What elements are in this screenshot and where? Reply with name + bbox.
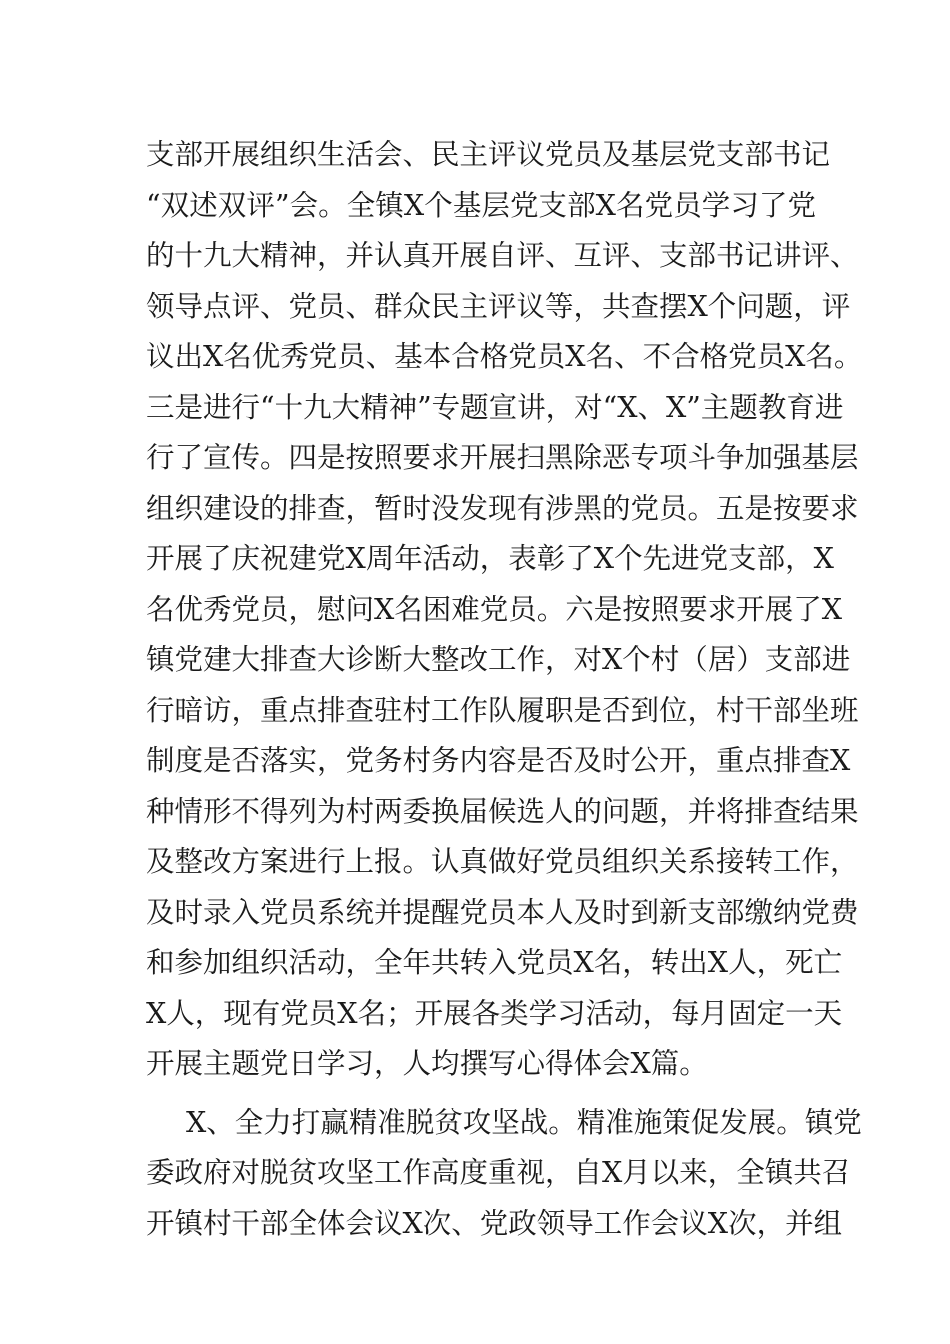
text-line: 议出X名优秀党员、基本合格党员X名、不合格党员X名。 — [146, 340, 863, 373]
text-line: 组织建设的排查，暂时没发现有涉黑的党员。五是按要求 — [146, 491, 859, 525]
text-line: X、全力打赢精准脱贫攻坚战。精准施策促发展。镇党 — [186, 1105, 862, 1139]
text-line: 种情形不得列为村两委换届候选人的问题，并将排查结果 — [146, 794, 859, 828]
text-line: “双述双评”会。全镇X个基层党支部X名党员学习了党 — [146, 188, 816, 222]
text-line: 制度是否落实，党务村务内容是否及时公开，重点排查X — [146, 744, 851, 777]
text-line: 开镇村干部全体会议X次、党政领导工作会议X次，并组 — [146, 1206, 843, 1240]
body-text — [146, 130, 863, 1249]
text-line: 及整改方案进行上报。认真做好党员组织关系接转工作， — [146, 845, 859, 878]
text-line: 委政府对脱贫攻坚工作高度重视，自X月以来，全镇共召 — [146, 1156, 851, 1189]
text-line: 和参加组织活动，全年共转入党员X名，转出X人，死亡 — [146, 946, 843, 979]
text-line: 及时录入党员系统并提醒党员本人及时到新支部缴纳党费 — [146, 895, 859, 929]
text-line: 开展了庆祝建党X周年活动，表彰了X个先进党支部，X — [146, 542, 834, 575]
text-line: 行了宣传。四是按照要求开展扫黑除恶专项斗争加强基层 — [146, 441, 859, 474]
text-line: 名优秀党员，慰问X名困难党员。六是按照要求开展了X — [146, 592, 843, 626]
text-line: 的十九大精神，并认真开展自评、互评、支部书记讲评、 — [146, 239, 859, 272]
text-line: 开展主题党日学习，人均撰写心得体会X篇。 — [146, 1047, 708, 1080]
text-line: 领导点评、党员、群众民主评议等，共查摆X个问题，评 — [146, 289, 851, 323]
paragraph-gap — [146, 1090, 816, 1098]
paragraph-2 — [146, 1098, 862, 1250]
text-line: 支部开展组织生活会、民主评议党员及基层党支部书记 — [146, 138, 831, 171]
text-line: 三是进行“十九大精神”专题宣讲，对“X、X”主题教育进 — [146, 390, 844, 424]
text-line: 镇党建大排查大诊断大整改工作，对X个村（居）支部进 — [146, 643, 851, 676]
text-line: 行暗访，重点排查驻村工作队履职是否到位，村干部坐班 — [146, 693, 859, 727]
text-line: X人，现有党员X名；开展各类学习活动，每月固定一天 — [146, 996, 843, 1030]
paragraph-1 — [146, 130, 863, 1090]
